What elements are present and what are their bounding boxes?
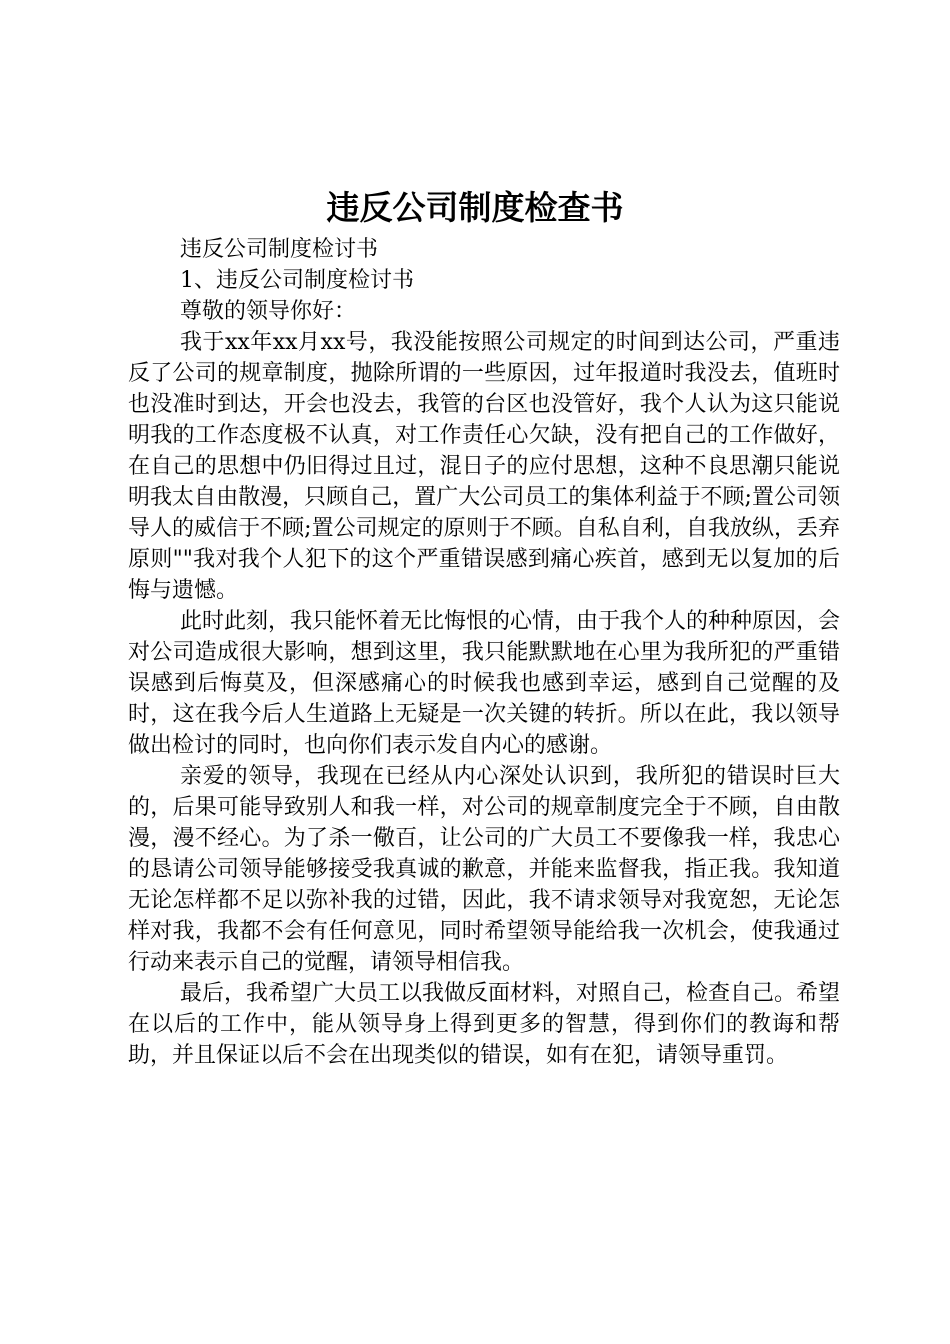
body-paragraph: 最后，我希望广大员工以我做反面材料，对照自己，检查自己。希望在以后的工作中，能从领导身上得到更多的智慧，得到你们的教诲和帮助，并且保证以后不会在出现类似的错误，如有在犯，请领导重罚。	[128, 981, 841, 1068]
body-paragraph: 我于xx年xx月xx号，我没能按照公司规定的时间到达公司，严重违反了公司的规章制度，抛除所谓的一些原因，过年报道时我没去，值班时也没准时到达，开会也没去，我管的台区也没管好，我个人认为这只能说明我的工作态度极不认真，对工作责任心欠缺，没有把自己的工作做好，在自己的思想中仍旧得过且过，混日子的应付思想，这种不良思潮只能说明我太自由散漫，只顾自己，置广大公司员工的集体利益于不顾;置公司领导人的威信于不顾;置公司规定的原则于不顾。自私自利，自我放纵，丢弃原则""我对我个人犯下的这个严重错误感到痛心疾首，感到无以复加的后悔与遗憾。	[128, 330, 840, 603]
document-heading-item: 1、违反公司制度检讨书	[180, 268, 414, 293]
body-paragraph: 亲爱的领导，我现在已经从内心深处认识到，我所犯的错误时巨大的，后果可能导致别人和我一样，对公司的规章制度完全于不顾，自由散漫，漫不经心。为了杀一儆百，让公司的广大员工不要像我一样，我忠心的恳请公司领导能够接受我真诚的歉意，并能来监督我，指正我。我知道无论怎样都不足以弥补我的过错，因此，我不请求领导对我宽恕，无论怎样对我，我都不会有任何意见，同时希望领导能给我一次机会，使我通过行动来表示自己的觉醒，请领导相信我。	[128, 764, 840, 975]
document-body	[128, 234, 840, 1071]
body-paragraph: 此时此刻，我只能怀着无比悔恨的心情，由于我个人的种种原因，会对公司造成很大影响，想到这里，我只能默默地在心里为我所犯的严重错误感到后悔莫及，但深感痛心的时候我也感到幸运，感到自己觉醒的及时，这在我今后人生道路上无疑是一次关键的转折。所以在此，我以领导做出检讨的同时，也向你们表示发自内心的感谢。	[128, 609, 841, 758]
salutation: 尊敬的领导你好：	[180, 299, 357, 324]
document-title: 违反公司制度检查书	[326, 188, 624, 227]
document-subtitle: 违反公司制度检讨书	[180, 237, 379, 262]
